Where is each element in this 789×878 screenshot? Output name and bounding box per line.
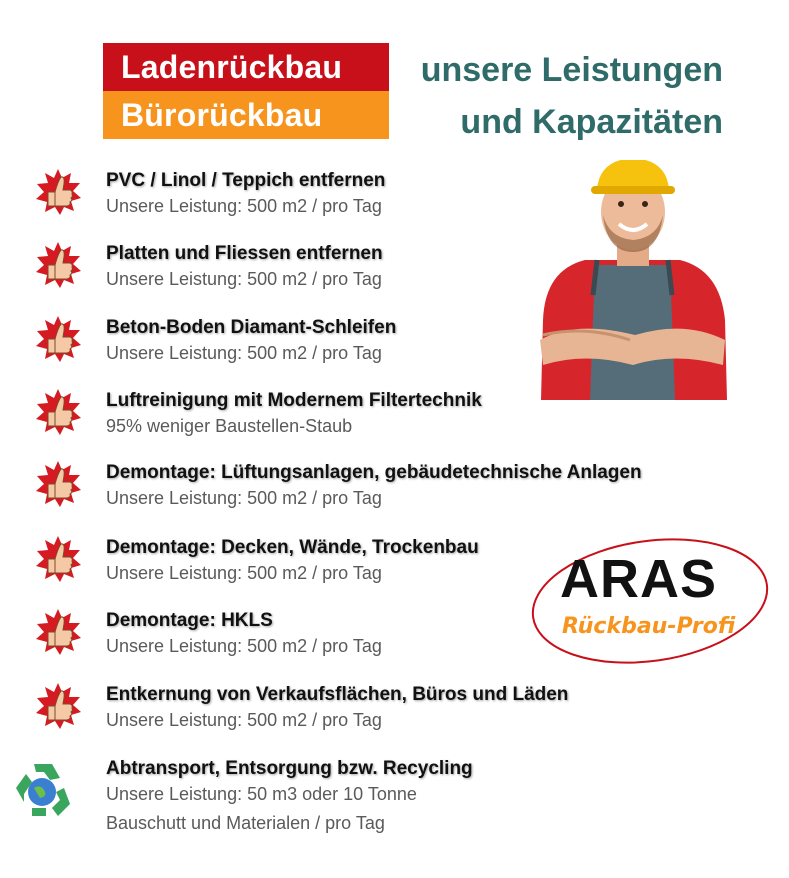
- item-capacity: Unsere Leistung: 500 m2 / pro Tag: [106, 710, 382, 730]
- item-capacity: Unsere Leistung: 50 m3 oder 10 Tonne: [106, 784, 417, 804]
- thumbs-up-icon: [34, 168, 82, 216]
- item-capacity: Unsere Leistung: 500 m2 / pro Tag: [106, 196, 382, 216]
- item-title: Demontage: Lüftungsanlagen, gebäudetechnische Anlagen: [106, 462, 642, 483]
- heading-line-2: und Kapazitäten: [460, 103, 723, 141]
- item-title: Luftreinigung mit Modernem Filtertechnik: [106, 390, 482, 411]
- item-title: Demontage: Decken, Wände, Trockenbau: [106, 537, 479, 558]
- tag-orange: Bürorückbau: [103, 91, 389, 139]
- heading-line-1: unsere Leistungen: [420, 51, 723, 89]
- recycle-icon: [10, 758, 74, 822]
- thumbs-up-icon: [34, 315, 82, 363]
- thumbs-up-icon: [34, 241, 82, 289]
- item-capacity: 95% weniger Baustellen-Staub: [106, 416, 353, 436]
- thumbs-up-icon: [34, 608, 82, 656]
- item-capacity: Unsere Leistung: 500 m2 / pro Tag: [106, 269, 382, 289]
- item-capacity-detail: Bauschutt und Materialen / pro Tag: [106, 813, 385, 833]
- item-capacity: Unsere Leistung: 500 m2 / pro Tag: [106, 636, 382, 656]
- item-title: Abtransport, Entsorgung bzw. Recycling: [106, 758, 473, 779]
- item-capacity: Unsere Leistung: 500 m2 / pro Tag: [106, 488, 382, 508]
- logo-tagline: Rückbau-Profi: [562, 614, 736, 639]
- logo-word: ARAS: [560, 549, 718, 609]
- aras-logo: [528, 534, 772, 668]
- item-title: Entkernung von Verkaufsflächen, Büros und Läden: [106, 684, 569, 705]
- worker-illustration: [535, 160, 730, 400]
- tag-red: Ladenrückbau: [103, 43, 389, 91]
- item-title: PVC / Linol / Teppich entfernen: [106, 170, 386, 191]
- thumbs-up-icon: [34, 682, 82, 730]
- thumbs-up-icon: [34, 388, 82, 436]
- item-title: Beton-Boden Diamant-Schleifen: [106, 317, 397, 338]
- item-title: Demontage: HKLS: [106, 610, 273, 631]
- item-capacity: Unsere Leistung: 500 m2 / pro Tag: [106, 563, 382, 583]
- item-title: Platten und Fliessen entfernen: [106, 243, 383, 264]
- item-capacity: Unsere Leistung: 500 m2 / pro Tag: [106, 343, 382, 363]
- thumbs-up-icon: [34, 535, 82, 583]
- thumbs-up-icon: [34, 460, 82, 508]
